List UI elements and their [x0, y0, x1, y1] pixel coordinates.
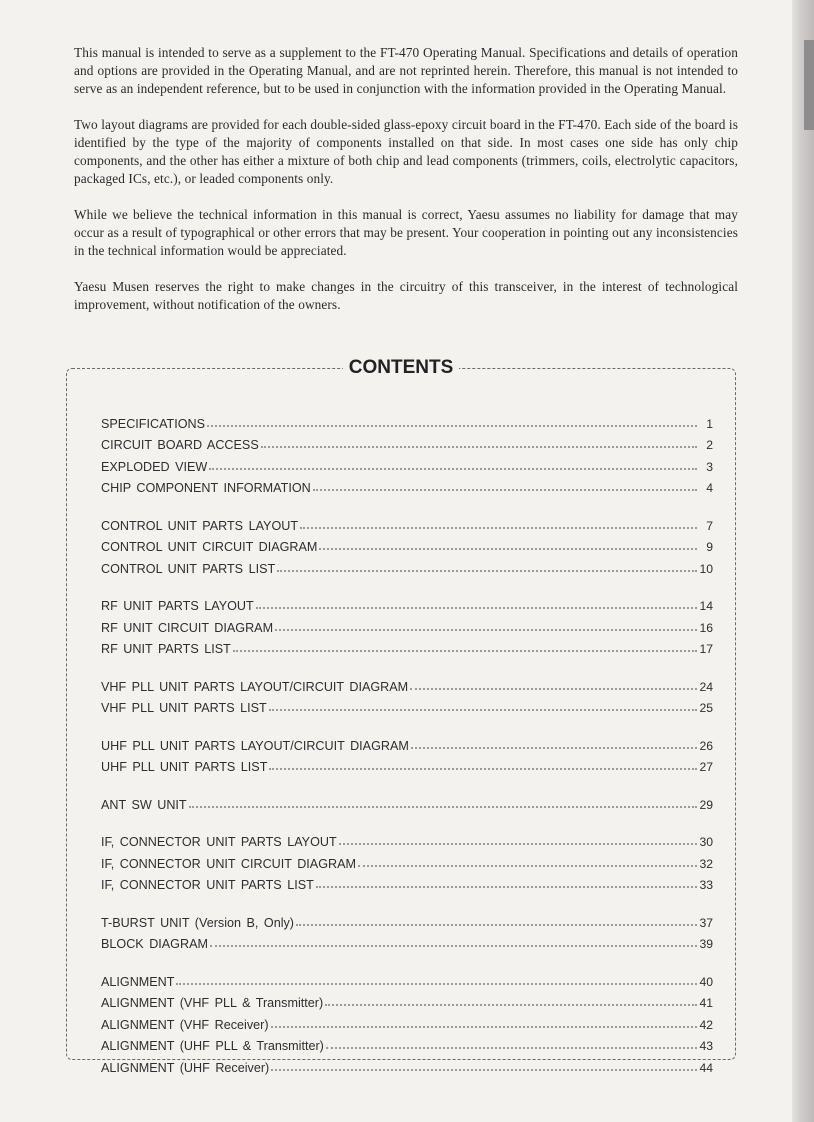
- toc-entry[interactable]: [101, 452, 713, 474]
- toc-leader-dots: [269, 708, 697, 711]
- toc-leader-dots: [300, 526, 697, 529]
- toc-entry-label: IF, CONNECTOR UNIT CIRCUIT DIAGRAM: [101, 856, 356, 871]
- toc-entry-label: IF, CONNECTOR UNIT PARTS LIST: [101, 878, 314, 892]
- toc-entry[interactable]: [101, 790, 713, 812]
- toc-entry[interactable]: [101, 967, 713, 989]
- toc-entry-page: 40: [699, 974, 713, 989]
- toc-entry-label: RF UNIT CIRCUIT DIAGRAM: [101, 620, 274, 635]
- intro-paragraph: Two layout diagrams are provided for each double-sided glass-epoxy circuit board in the FT-470. Each side of the board is identified by the type of the majority of components installed on that side. In most cases one side has only chip components, and the other has either a mixture of both chip and lead components (trimmers, coils, electrolytic capacitors, packaged ICs, etc.), or leaded components only.: [74, 117, 738, 186]
- toc-leader-dots: [326, 1046, 697, 1049]
- toc-entry[interactable]: [101, 431, 713, 453]
- toc-entry-page: 26: [699, 738, 713, 753]
- toc-entry-label: CONTROL UNIT PARTS LIST: [101, 561, 276, 576]
- toc-entry-page: 39: [699, 937, 713, 951]
- toc-entry-label: ALIGNMENT: [101, 974, 175, 989]
- toc-entry[interactable]: [101, 908, 713, 930]
- toc-leader-dots: [411, 746, 697, 749]
- toc-entry-label: ANT SW UNIT: [101, 797, 187, 812]
- toc-group: [101, 672, 713, 715]
- toc-entry-label: CONTROL UNIT CIRCUIT DIAGRAM: [101, 540, 318, 554]
- toc-entry[interactable]: [101, 849, 713, 871]
- intro-paragraph: This manual is intended to serve as a supplement to the FT-470 Operating Manual. Specifications and details of operation and options are provided in the Operating Manual, and are not reprinted herein. Therefore, this manual is not intended to serve as an independent reference, but to be used in conjunction with the information provided in the Operating Manual.: [74, 45, 738, 96]
- toc-leader-dots: [410, 687, 697, 690]
- toc-leader-dots: [296, 923, 697, 926]
- toc-entry-page: 30: [699, 835, 713, 849]
- toc-leader-dots: [277, 569, 697, 572]
- toc-leader-dots: [233, 649, 697, 652]
- toc-entry[interactable]: [101, 1053, 713, 1075]
- contents-box: [66, 357, 736, 1075]
- toc-entry[interactable]: [101, 989, 713, 1011]
- toc-entry[interactable]: [101, 672, 713, 694]
- page-edge: [792, 0, 814, 1122]
- toc-leader-dots: [275, 628, 697, 631]
- toc-entry[interactable]: [101, 753, 713, 775]
- edge-tab: [804, 40, 814, 130]
- toc-leader-dots: [189, 805, 697, 808]
- toc-leader-dots: [339, 842, 697, 845]
- toc-group: [101, 511, 713, 576]
- toc-entry-page: 3: [706, 459, 713, 474]
- toc-group: [101, 592, 713, 657]
- toc-leader-dots: [210, 944, 697, 947]
- toc-leader-dots: [325, 1003, 697, 1006]
- toc-leader-dots: [319, 547, 697, 550]
- toc-entry-page: 2: [706, 438, 713, 452]
- toc-entry-page: 37: [699, 915, 713, 930]
- contents-title-text: CONTENTS: [343, 357, 460, 378]
- toc-entry-label: RF UNIT PARTS LIST: [101, 642, 231, 656]
- toc-entry-page: 24: [699, 679, 713, 694]
- toc-entry-page: 44: [699, 1060, 713, 1075]
- toc-entry[interactable]: [101, 694, 713, 716]
- toc-entry-page: 27: [699, 760, 713, 774]
- toc-entry[interactable]: [101, 871, 713, 893]
- toc-entry-page: 25: [699, 701, 713, 715]
- toc-entry-label: UHF PLL UNIT PARTS LIST: [101, 760, 268, 774]
- toc-entry-page: 41: [699, 996, 713, 1010]
- toc-entry-label: CHIP COMPONENT INFORMATION: [101, 481, 311, 495]
- toc-leader-dots: [271, 1025, 697, 1028]
- intro-paragraph: Yaesu Musen reserves the right to make changes in the circuitry of this transceiver, in the interest of technological improvement, without notification of the owners.: [74, 279, 738, 312]
- toc-group: [101, 790, 713, 812]
- toc-group: [101, 409, 713, 495]
- toc-entry-label: UHF PLL UNIT PARTS LAYOUT/CIRCUIT DIAGRAM: [101, 738, 409, 753]
- toc-entry-page: 1: [706, 416, 713, 431]
- toc-entry-label: RF UNIT PARTS LAYOUT: [101, 599, 254, 613]
- toc-entry[interactable]: [101, 511, 713, 533]
- toc-entry[interactable]: [101, 1032, 713, 1054]
- toc-group: [101, 828, 713, 893]
- toc-leader-dots: [271, 1068, 697, 1071]
- toc-entry-label: BLOCK DIAGRAM: [101, 937, 208, 951]
- toc-entry-label: SPECIFICATIONS: [101, 416, 206, 431]
- toc-leader-dots: [269, 767, 697, 770]
- toc-entry-page: 42: [699, 1017, 713, 1032]
- toc-entry-label: ALIGNMENT (VHF PLL & Transmitter): [101, 996, 324, 1010]
- contents-title: [67, 357, 735, 379]
- toc-group: [101, 731, 713, 774]
- toc-leader-dots: [207, 424, 697, 427]
- toc-entry-label: ALIGNMENT (VHF Receiver): [101, 1017, 269, 1032]
- toc-entry-page: 32: [699, 856, 713, 871]
- toc-group: [101, 967, 713, 1075]
- toc-entry-label: T-BURST UNIT (Version B, Only): [101, 915, 294, 930]
- toc-entry-label: CONTROL UNIT PARTS LAYOUT: [101, 518, 299, 533]
- toc-entry[interactable]: [101, 533, 713, 555]
- toc-entry-page: 10: [699, 561, 713, 576]
- toc-entry[interactable]: [101, 409, 713, 431]
- toc-entry[interactable]: [101, 554, 713, 576]
- toc-entry-page: 4: [706, 481, 713, 495]
- intro-text: [74, 44, 738, 332]
- toc-entry-label: VHF PLL UNIT PARTS LIST: [101, 701, 267, 715]
- toc-entry-page: 17: [699, 642, 713, 656]
- toc-entry[interactable]: [101, 592, 713, 614]
- toc-leader-dots: [176, 982, 697, 985]
- toc-entry-label: CIRCUIT BOARD ACCESS: [101, 438, 259, 452]
- toc-entry-page: 16: [699, 620, 713, 635]
- toc-entry[interactable]: [101, 731, 713, 753]
- toc-leader-dots: [313, 488, 697, 491]
- toc-entry-label: IF, CONNECTOR UNIT PARTS LAYOUT: [101, 835, 337, 849]
- toc-entry[interactable]: [101, 1010, 713, 1032]
- toc-entry-page: 29: [699, 797, 713, 812]
- toc-entry-page: 9: [706, 540, 713, 554]
- toc-entry[interactable]: [101, 828, 713, 850]
- toc-leader-dots: [358, 864, 697, 867]
- toc-leader-dots: [256, 606, 697, 609]
- toc-group: [101, 908, 713, 951]
- toc-entry-label: EXPLODED VIEW: [101, 459, 208, 474]
- toc-entry[interactable]: [101, 613, 713, 635]
- toc-leader-dots: [316, 885, 697, 888]
- toc-entry[interactable]: [101, 474, 713, 496]
- toc-entry[interactable]: [101, 930, 713, 952]
- toc-leader-dots: [261, 445, 697, 448]
- toc-entry[interactable]: [101, 635, 713, 657]
- toc-entry-label: ALIGNMENT (UHF PLL & Transmitter): [101, 1039, 324, 1053]
- toc-leader-dots: [209, 467, 697, 470]
- toc-entry-label: ALIGNMENT (UHF Receiver): [101, 1060, 270, 1075]
- intro-paragraph: While we believe the technical information in this manual is correct, Yaesu assumes no liability for damage that may occur as a result of typographical or other errors that may be present. Your cooperation in pointing out any inconsistencies in the technical information would be appreciated.: [74, 207, 738, 258]
- toc-entry-page: 14: [699, 599, 713, 613]
- toc-entry-page: 7: [706, 518, 713, 533]
- toc-entry-page: 33: [699, 878, 713, 892]
- toc-entry-label: VHF PLL UNIT PARTS LAYOUT/CIRCUIT DIAGRAM: [101, 679, 409, 694]
- table-of-contents: [101, 409, 713, 1091]
- toc-entry-page: 43: [699, 1039, 713, 1053]
